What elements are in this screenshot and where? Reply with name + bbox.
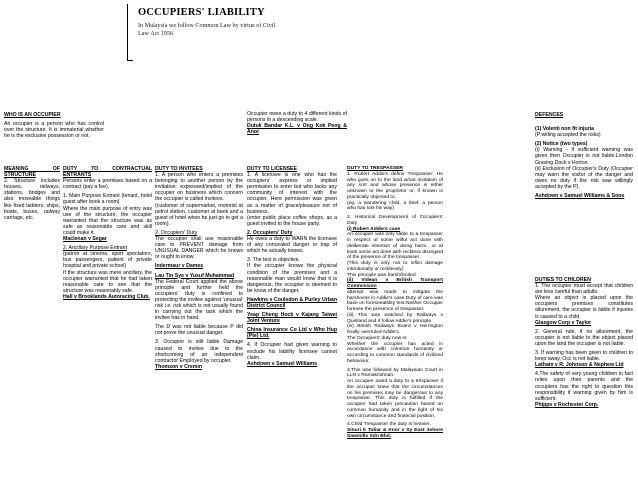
licensee-case-ashdown: Ashdown v Samuel Williams: [247, 360, 318, 367]
licensee-heading: DUTY TO LICENSEE: [247, 166, 297, 172]
trespasser-malaysia: 3.This was followed by Malaysian Court in LLN v Ramakrishnan.: [347, 367, 443, 379]
structure-heading: MEANING OF STRUCTURE: [4, 166, 60, 179]
main-purpose-entrant: 1. Main Purpose Entrant (tenant, hotel guest after book a room): [63, 193, 152, 206]
licensee-column: [247, 166, 337, 370]
invitees-column: [155, 166, 243, 373]
defence-volenti: (1) Volenti non fit injuria: [535, 126, 594, 133]
invitees-contractor: 3. Occupier is still liable Damage caused to invitee due to the shortcoming of an independent contractor Employed by occupier.: [155, 339, 243, 364]
invitees-duty-text: The occupier shall use reasonable care to PREVENT damage from UNUSUAL DANGER which he knows or ought to know.: [155, 236, 243, 261]
defence-warning: (i) Warning - if sufficient warning was given then Occupier is not liable.London Graving Dock v Horton.: [535, 147, 633, 166]
ancillary-purpose-case: Hall v Brooklands Autoracing Club.: [63, 293, 150, 300]
trespasser-malaysia-text: An occupier owed a duty to a trespasser if the occupier knew that the circumstances on his premises may be dangerous to any trespasser. This duty is fulfilled if the occupier had taken precaution based on common humanity and in the light of his own circumstance and financial position.: [347, 379, 443, 419]
trespasser-videan: (ii) Videan v British Transport Commission: [347, 278, 443, 289]
defence-exclusion: (ii) Exclusion of Occupier's Duty (Occupier may warn the visitor of the danger and owes no duty if the risk was willingly accepted by the P).: [535, 165, 633, 190]
defence-volenti-note: (P willing accepted the risks): [535, 132, 601, 139]
children-rule-1: 1. The occupier must accept that children are less careful than adults.: [535, 283, 633, 296]
contractual-intro: Persons enter a premises based on a contract (pay a fee).: [63, 178, 152, 191]
trespasser-harsh: This principle was harsh/limited: [347, 272, 416, 278]
trespasser-humanity: Whether the occupier has acted in accordance with common humanity or according to common standards of civilized behaviour.: [347, 341, 443, 364]
trespasser-duty-now: The Occupiers' duty now is:: [347, 335, 408, 341]
trespasser-examples: (eg. a wandering child, a thief, a person who has lost his way): [347, 200, 443, 212]
header-bracket: [127, 4, 133, 61]
children-heading: DUTIES TO CHILDREN: [535, 277, 591, 283]
ancillary-purpose-examples: (patron at cinema, sport spectators, bus passengers, patient of private hospital and private school): [63, 251, 152, 270]
licensee-duty-text: He owes a duty to WARN the licensee of any concealed danger or trap of which he actually knows.: [247, 236, 337, 255]
licensee-test-text: If the occupier knows the physical condition of the premises and a reasonable man would know that it is dangerous, the occupier is deemed to be know of the danger.: [247, 263, 337, 294]
occupier-definition: An occupier is a person who has control over the structure. It is immaterial whether he is the exclusive possession or not.: [4, 121, 104, 140]
structure-block: [4, 166, 60, 224]
contractual-heading: DUTY TO CONTRACTUAL ENTRANTS: [63, 166, 152, 179]
ancillary-purpose-entrant: 2. Ancillary Purpose Entrant: [63, 245, 128, 252]
children-rule-4: 4.The safety of very young children in fact relies upon their parents and the occupiers has the right to question this responsibility if warning given by him is sufficient.: [535, 371, 633, 402]
trespasser-column: [347, 166, 443, 443]
defence-case: Ashdown v Samuel Williams & Sons: [535, 193, 625, 200]
invitees-examples: (customer of supermarket, motorist at petrol station, customer at bank and a guest of hotel when he just go to get a room).: [155, 202, 243, 227]
trespasser-addie-text: An occupier was only liable to a trespasser in respect of some wilful act done with deliberate intention of doing harm.. or at least some act done with reckless disregard of the presence of the trespasser.: [347, 232, 443, 261]
invitees-heading: DUTY TO INVITEES: [155, 166, 203, 172]
invitees-case-indermaur: Indermaur v Dames: [155, 263, 204, 270]
defences-heading: DEFENCES: [535, 112, 564, 118]
trespasser-addie: (i) Robert Addie's case: [347, 226, 401, 232]
invitees-definition: 1. A person who enters a premises belonging to another person by the invitation expressed/implied of the occupier on business which concern the occupier is called invitees.: [155, 172, 243, 203]
trespasser-child: 4.Child Trespasser the duty is heavier.: [347, 422, 431, 428]
trespasser-case-sinuri: Sinuri b Tuliar & Anor v Sy East Johore Sawmills Sdn Bhd.: [347, 428, 443, 439]
contractual-entrants-column: [63, 166, 152, 303]
occupier-heading: WHO IS AN OCCUPIER: [4, 112, 61, 118]
children-rule-3: 3. If warning has been given to children to keep away, Occ is not liable.: [535, 350, 633, 363]
licensee-definition: 1. A licensee is one who has the occupiers' express or implied permission to enter but who lacks any community of interest with the occupier. Here permission was given as a matter of grace/pleasure not of business.: [247, 172, 337, 215]
children-case-phipps: Phipps v Rochester Corp.: [535, 401, 599, 408]
center-intro-case: Dutuk Bandar K.L. v Ong Kok Peng & Anor: [247, 123, 347, 136]
children-allurement: Where an object is placed upon the occupiers premises constitutes allurement, the occupier is liable if injuries is caused to a child.: [535, 295, 633, 320]
children-rule-2: 2. General rule, if no allurement, the occupier is not liable to the object placed upon the land the occupier is not liable.: [535, 328, 633, 347]
subtitle-line-1: In Malaysia we follow Common Law by virtue of Civil: [138, 22, 276, 29]
structure-definition: 2. Structure includes houses, railways, stations, bridges and also moveable things like fixed ladders, ships, boats, buses, railway carriage, etc.: [4, 178, 60, 221]
trespasser-quinland: (iii) This was watched by Railways v Quinland and it follow Addie's principle.: [347, 312, 443, 324]
licensee-examples: (enter public place coffee shops, as a guest invited to the house party.: [247, 214, 337, 227]
trespasser-videan-text: attempt was made to mitigate the harshness in Addie's case.Duty of care was base on foreseeability test.Neither Occupier foresee the presence of trespasser.: [347, 289, 443, 312]
trespasser-heading: DUTY TO TRESPASSER: [347, 166, 403, 171]
children-case-latham: Latham v R. Johnson & Nephew Ltd: [535, 362, 624, 369]
invitees-case-thomson: Thomson v Cremin: [155, 363, 202, 370]
main-purpose-case: Maclenan v Segar: [63, 236, 107, 243]
licensee-warning: 4. If Occupier had given warning to exclude his liability licensee cannot claim.: [247, 342, 337, 361]
defence-notice: (2) Notice (two types): [535, 141, 588, 148]
main-purpose-text: Where the main purpose of entry was use of the structure, the occupier warranted that the structure was as safe as reasonable care and skill could make it.: [63, 205, 152, 236]
children-case-glasgow: Glasgow Corp v Taylor: [535, 319, 592, 326]
page-subtitle: [138, 22, 275, 37]
page-title: OCCUPIERS' LIABILITY: [138, 7, 265, 18]
invitees-not-liable: The D was not liable because P did not prove the unusual danger.: [155, 324, 243, 337]
trespasser-herrington: (iv) British Railways Board v Herrington finally overruled Addie's.: [347, 324, 443, 335]
center-intro-block: [247, 111, 347, 138]
invitees-case-lau: Lau Tin Sye v Yusuf Muhammad: [155, 272, 235, 279]
children-block: [535, 277, 633, 411]
subtitle-line-2: Law Act 1956: [138, 29, 174, 37]
invitees-duty-heading: 2. Occupiers' Duty: [155, 229, 198, 236]
licensee-case-yeap: Yeap Cheng Hock v Kajang Taiwei Joint Venture: [247, 312, 337, 325]
occupier-definition-block: [4, 112, 104, 142]
defences-block: [535, 112, 633, 202]
invitees-federal-court: The Federal Court applied the above principle and further held the occupiers' duty is confined to protecting the invitee against 'unusual' risk i.e. risk which is not usually found in carrying out the task which the invitee has in hand.: [155, 278, 243, 322]
licensee-duty-heading: 2. Occupiers' Duty: [247, 229, 293, 236]
licensee-test: 3. The test is objective.: [247, 257, 300, 264]
trespasser-addie-duty: (This duty is only not to inflict damage intentionally or recklessly): [347, 261, 443, 272]
licensee-case-hawkins: Hawkins v Coulsdon & Purley Urban District Council: [247, 296, 337, 309]
trespasser-history: 2. Historical Development of Occupiers' Duty: [347, 215, 443, 226]
licensee-case-china: China Insurance Co Ltd v Who Hup (Pte) Ltd.: [247, 327, 337, 340]
ancillary-purpose-text: If the structure was mere ancillary, the occupier warranted that he had taken reasonable care to see that the structure was reasonably safe.: [63, 269, 152, 294]
trespasser-definition: 1. Robert Addie's define Trespasser: He who goes on to the land w/out invitation of any sort and whose presence is either unknown to the proprietor or, if known is practically objected to.: [347, 171, 443, 200]
center-intro-text: Occupier owes a duty to 4 different kinds of persons in a descending scale.: [247, 111, 347, 124]
